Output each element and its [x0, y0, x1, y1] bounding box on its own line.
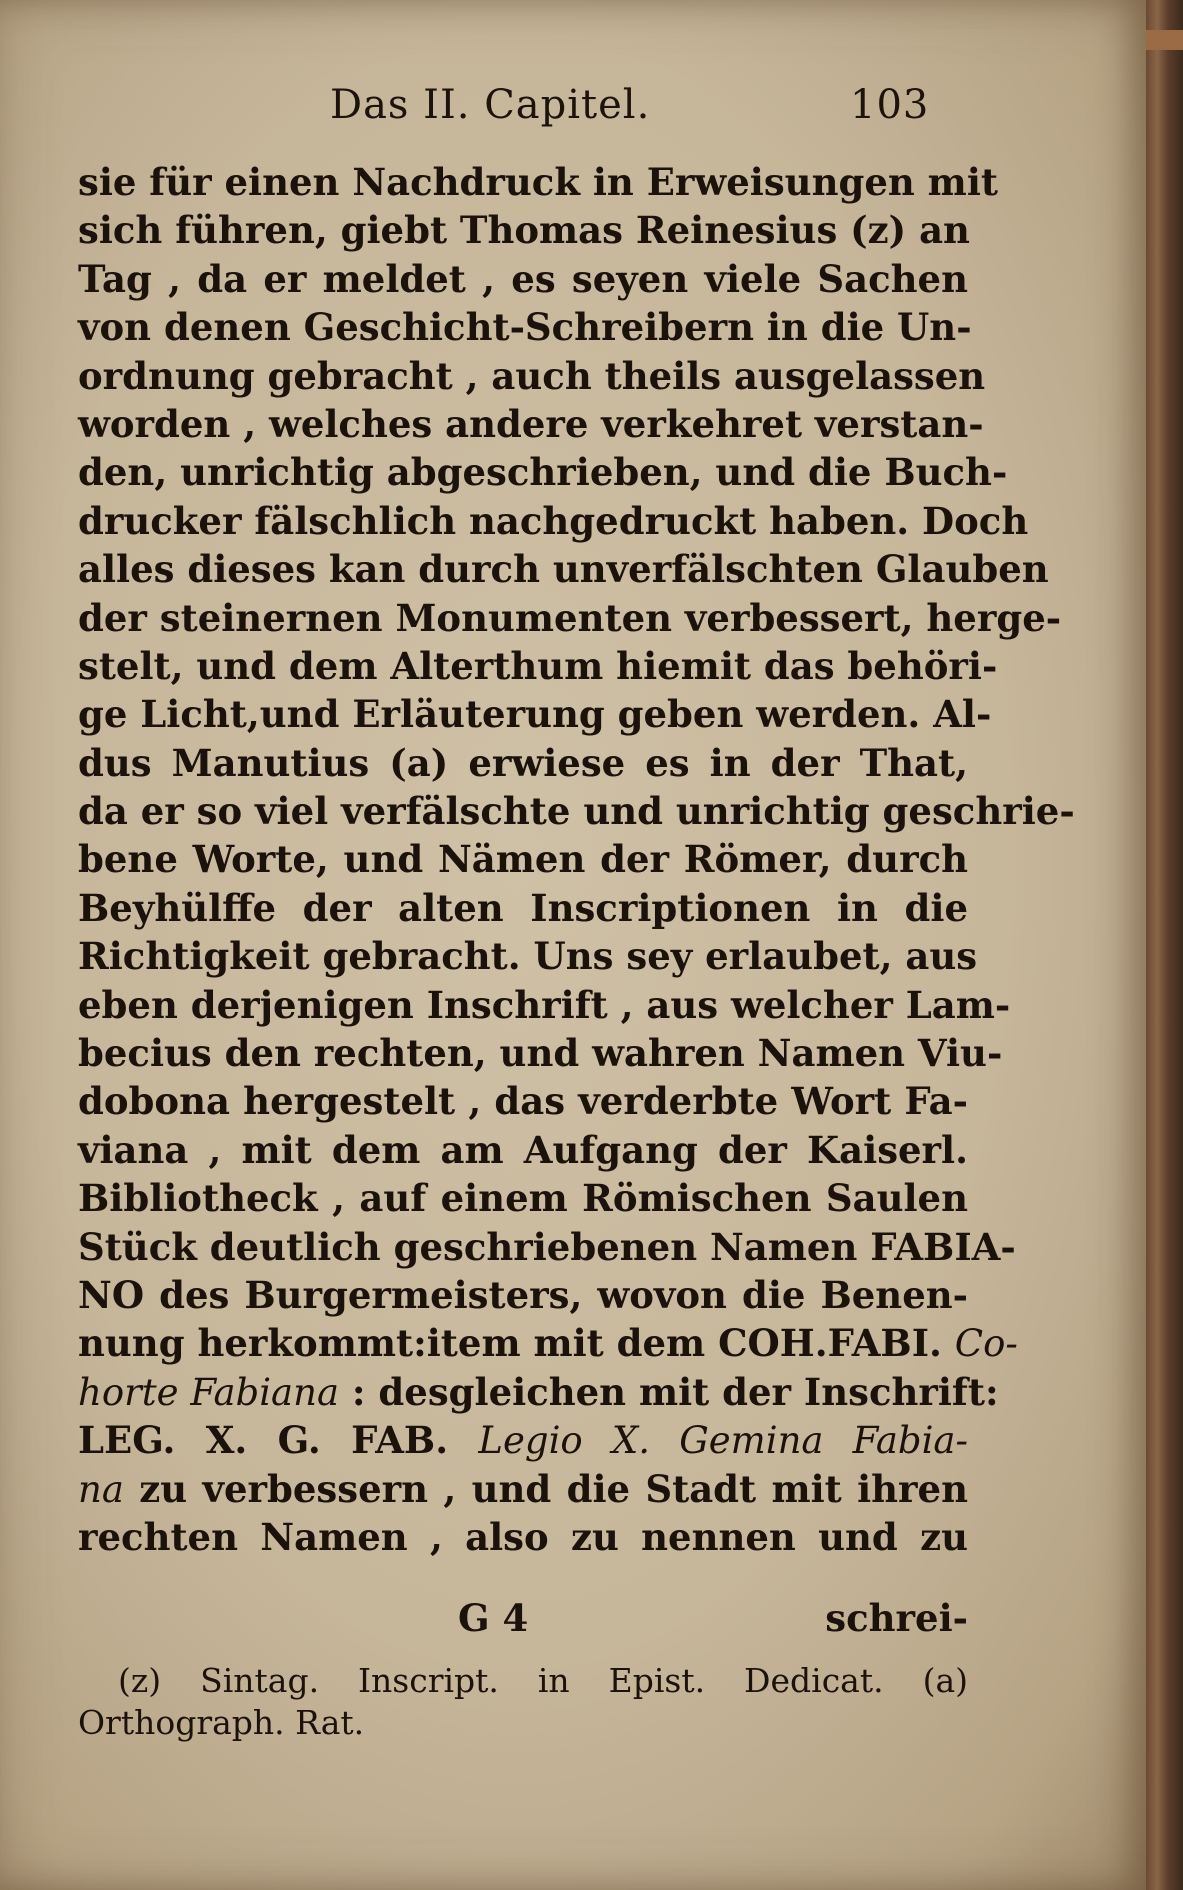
text-line: becius den rechten, und wahren Namen Viu-	[78, 1031, 1003, 1076]
text-line: ordnung gebracht , auch theils ausgelassen	[78, 353, 986, 398]
page-edge-tab	[1146, 30, 1183, 50]
text-line: drucker fälschlich nachgedruckt haben. Doch	[78, 498, 1029, 543]
text-line: da er so viel verfälschte und unrichtig geschrie-	[78, 789, 1075, 834]
book-page-edge	[1146, 0, 1183, 1890]
text-line: den, unrichtig abgeschrieben, und die Buch-	[78, 450, 1008, 495]
italic-segment: na	[78, 1467, 124, 1511]
text-line: Stück deutlich geschriebenen Namen FABIA-	[78, 1224, 1016, 1269]
text-line: dobona hergestelt , das verderbte Wort Fa-	[78, 1079, 968, 1124]
text-line: viana , mit dem am Aufgang der Kaiserl.	[78, 1127, 968, 1172]
page-number: 103	[850, 82, 930, 128]
running-head: Das II. Capitel.	[330, 82, 651, 128]
text-line: worden , welches andere verkehret verstan-	[78, 401, 984, 446]
text-line: von denen Geschicht-Schreibern in die Un-	[78, 305, 972, 350]
text-line: sich führen, giebt Thomas Reinesius (z) an	[78, 208, 970, 253]
text-line: Tag , da er meldet , es seyen viele Sachen	[78, 256, 968, 301]
catchword: schrei-	[825, 1596, 968, 1640]
text-line: der steinernen Monumenten verbessert, herge-	[78, 595, 1062, 640]
footnotes	[78, 1660, 968, 1744]
text-line: alles dieses kan durch unverfälschten Glauben	[78, 547, 1049, 592]
text-line: stelt, und dem Alterthum hiemit das behöri-	[78, 643, 998, 688]
text-line: rechten Namen , also zu nennen und zu	[78, 1514, 968, 1559]
text-line: sie für einen Nachdruck in Erweisungen mit	[78, 160, 998, 204]
italic-segment: Co-	[954, 1322, 1018, 1366]
text-line: bene Worte, und Nämen der Römer, durch	[78, 837, 968, 882]
signature-mark: G 4	[458, 1596, 529, 1640]
text-line: ge Licht,und Erläuterung geben werden. Al-	[78, 692, 992, 737]
text-line: eben derjenigen Inschrift , aus welcher Lam-	[78, 982, 1011, 1027]
text-line: NO des Burgermeisters, wovon die Benen-	[78, 1272, 968, 1317]
body-text	[78, 158, 1075, 1561]
text-line: dus Manutius (a) erwiese es in der That,	[78, 740, 968, 785]
text-line: Richtigkeit gebracht. Uns sey erlaubet, aus	[78, 934, 978, 979]
footnote-line: (z) Sintag. Inscript. in Epist. Dedicat. (a)	[118, 1661, 968, 1700]
catchline	[78, 1596, 968, 1644]
text-line: horte Fabiana : desgleichen mit der Inschrift:	[78, 1369, 999, 1414]
text-line: LEG. X. G. FAB. Legio X. Gemina Fabia-	[78, 1418, 968, 1463]
italic-segment: horte Fabiana	[78, 1370, 340, 1414]
footnote-line: Orthograph. Rat.	[78, 1703, 365, 1742]
text-line: Bibliotheck , auf einem Römischen Saulen	[78, 1176, 968, 1221]
italic-segment: Legio X. Gemina Fabia-	[478, 1419, 968, 1463]
text-line: nung herkommt:item mit dem COH.FABI. Co-	[78, 1321, 1018, 1366]
text-line: na zu verbessern , und die Stadt mit ihren	[78, 1466, 968, 1511]
text-line: Beyhülffe der alten Inscriptionen in die	[78, 885, 968, 930]
